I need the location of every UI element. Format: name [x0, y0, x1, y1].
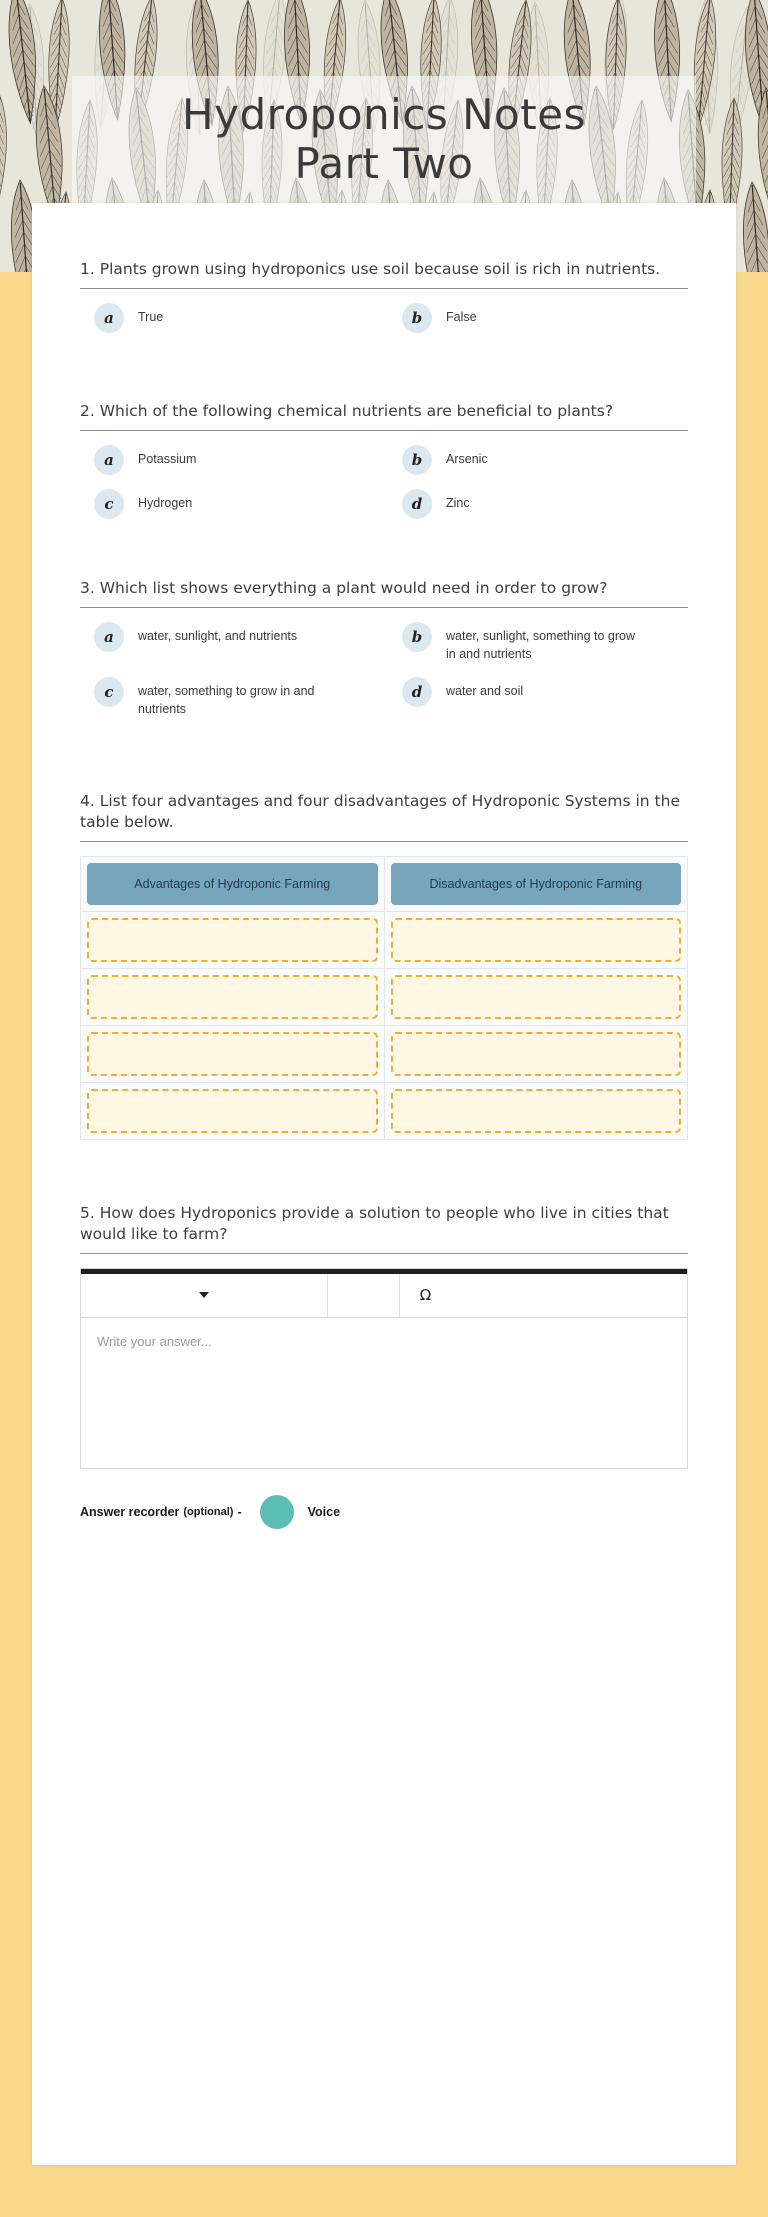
question-3-option-a[interactable] [80, 622, 380, 664]
question-2-text: 2. Which of the following chemical nutrients are beneficial to plants? [80, 402, 614, 420]
answer-recorder-optional-label: (optional) [183, 1505, 234, 1518]
omega-icon: Ω [419, 1286, 432, 1305]
answer-recorder-row [80, 1495, 688, 1529]
question-2-option-c[interactable] [80, 489, 380, 519]
answer-recorder-dash: - [237, 1504, 242, 1519]
worksheet-sheet [32, 203, 736, 2165]
question-5-divider [80, 1253, 688, 1254]
question-2-option-b[interactable] [388, 445, 688, 475]
option-label: False [446, 309, 477, 324]
table-cell [81, 1026, 385, 1083]
question-3-option-b[interactable] [388, 622, 688, 664]
table-row [81, 912, 688, 969]
table-cell [81, 969, 385, 1026]
record-button[interactable] [260, 1495, 294, 1529]
option-label: water, sunlight, and nutrients [138, 628, 298, 643]
table-cell [384, 969, 688, 1026]
question-3-option-d[interactable] [388, 677, 688, 719]
question-5-text: 5. How does Hydroponics provide a solution to people who live in cities that would like to farm? [80, 1204, 669, 1243]
option-label: Zinc [446, 495, 470, 510]
table-cell [384, 912, 688, 969]
question-1-text: 1. Plants grown using hydroponics use soil because soil is rich in nutrients. [80, 260, 661, 278]
table-cell [384, 1026, 688, 1083]
disadvantage-input-2[interactable] [391, 975, 682, 1019]
toolbar-group-right [452, 1274, 688, 1317]
question-1-option-a[interactable] [80, 303, 380, 333]
question-2-options [80, 445, 688, 519]
question-2-divider [80, 430, 688, 431]
question-5 [80, 1203, 688, 1529]
answer-recorder-label: Answer recorder [80, 1504, 180, 1519]
question-1-divider [80, 288, 688, 289]
option-label: True [138, 309, 164, 324]
question-3-text: 3. Which list shows everything a plant would need in order to grow? [80, 579, 608, 597]
table-row [81, 1083, 688, 1140]
table-header-cell-advantages [81, 856, 385, 912]
question-3 [80, 578, 688, 719]
table-header-row [81, 856, 688, 912]
question-2 [80, 401, 688, 519]
toolbar-group-middle[interactable] [328, 1274, 400, 1317]
option-key-bubble: b [402, 303, 432, 333]
table-cell [384, 1083, 688, 1140]
page-title-line-2: Part Two [294, 138, 474, 188]
option-key-bubble: c [94, 677, 124, 707]
question-4-text: 4. List four advantages and four disadvantages of Hydroponic Systems in the table below. [80, 792, 680, 831]
worksheet-title-plate [72, 76, 696, 203]
special-character-button[interactable] [400, 1274, 452, 1317]
question-1 [80, 259, 688, 333]
disadvantage-input-3[interactable] [391, 1032, 682, 1076]
style-dropdown[interactable] [81, 1274, 328, 1317]
option-label: water, sunlight, something to grow in and nutrients [446, 628, 635, 661]
disadvantage-input-4[interactable] [391, 1089, 682, 1133]
option-key-bubble: b [402, 622, 432, 652]
question-3-option-c[interactable] [80, 677, 380, 719]
option-key-bubble: a [94, 303, 124, 333]
table-row [81, 1026, 688, 1083]
table-header-label: Disadvantages of Hydroponic Farming [391, 863, 682, 906]
question-1-option-b[interactable] [388, 303, 688, 333]
option-label: Hydrogen [138, 495, 193, 510]
disadvantage-input-1[interactable] [391, 918, 682, 962]
question-1-options [80, 303, 688, 333]
question-3-divider [80, 607, 688, 608]
table-header-label: Advantages of Hydroponic Farming [87, 863, 378, 906]
page-title-line-1: Hydroponics Notes [182, 89, 586, 139]
question-4 [80, 791, 688, 1140]
advantage-input-2[interactable] [87, 975, 378, 1019]
option-key-bubble: d [402, 677, 432, 707]
advantage-input-1[interactable] [87, 918, 378, 962]
table-row [81, 969, 688, 1026]
answer-input[interactable]: Write your answer... [97, 1333, 212, 1349]
question-4-divider [80, 841, 688, 842]
chevron-down-icon [199, 1292, 209, 1298]
table-cell [81, 1083, 385, 1140]
option-key-bubble: b [402, 445, 432, 475]
table-header-cell-disadvantages [384, 856, 688, 912]
option-key-bubble: c [94, 489, 124, 519]
advantage-input-4[interactable] [87, 1089, 378, 1133]
option-key-bubble: d [402, 489, 432, 519]
option-label: water and soil [446, 684, 524, 699]
option-label: Potassium [138, 451, 197, 466]
question-2-option-d[interactable] [388, 489, 688, 519]
option-label: water, something to grow in and nutrients [138, 684, 315, 717]
voice-label: Voice [307, 1504, 341, 1519]
editor-toolbar [81, 1274, 687, 1318]
option-label: Arsenic [446, 451, 488, 466]
question-2-option-a[interactable] [80, 445, 380, 475]
option-key-bubble: a [94, 622, 124, 652]
rich-text-editor [80, 1268, 688, 1469]
advantage-input-3[interactable] [87, 1032, 378, 1076]
question-3-options [80, 622, 688, 719]
option-key-bubble: a [94, 445, 124, 475]
advantages-disadvantages-table [80, 856, 688, 1141]
table-cell [81, 912, 385, 969]
